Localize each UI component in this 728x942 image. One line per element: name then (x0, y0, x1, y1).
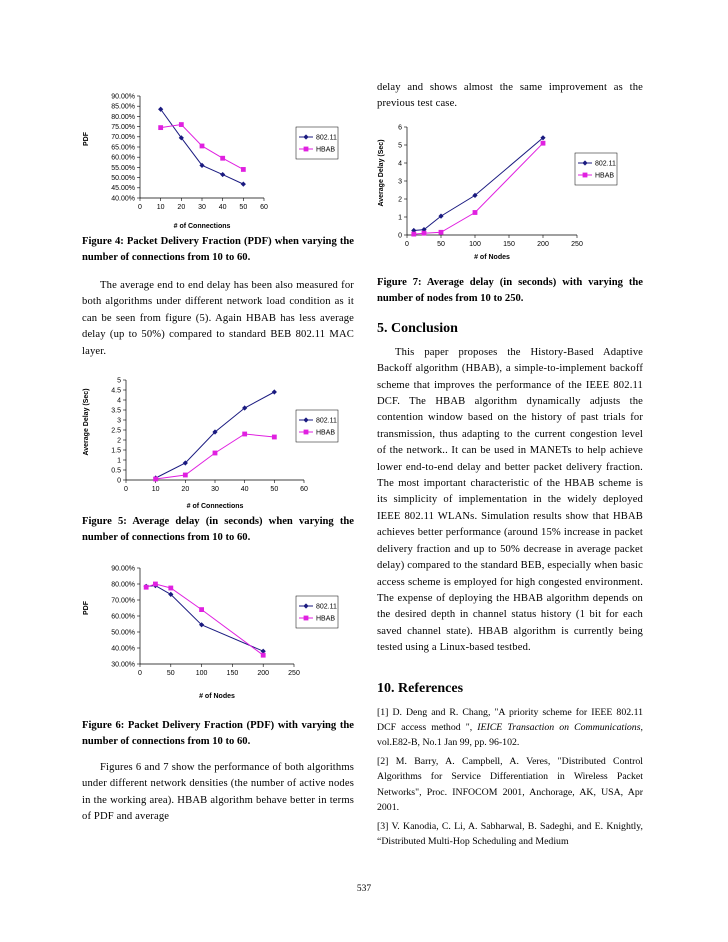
data-point-hbab (261, 653, 266, 658)
data-point-hbab (439, 230, 444, 235)
x-tick-label: 0 (124, 486, 128, 494)
y-tick-label: 30.00% (111, 661, 135, 669)
series-line-hbab (414, 143, 543, 234)
data-point-hbab (213, 451, 218, 456)
x-tick-label: 10 (151, 486, 160, 494)
y-tick-label: 75.00% (111, 124, 135, 131)
x-tick-label: 50 (166, 670, 175, 678)
data-point-80211 (220, 172, 225, 177)
reference-1-details: , vol.E82-B, No.1 Jan 99, pp. 96-102. (377, 721, 643, 748)
data-point-hbab (153, 582, 158, 587)
data-point-hbab (422, 231, 427, 236)
x-tick-label: 150 (503, 240, 515, 248)
y-axis-title: PDF (83, 132, 90, 146)
data-point-hbab (220, 156, 225, 161)
legend-label: 802.11 (316, 417, 337, 425)
reference-2: [2] M. Barry, A. Campbell, A. Veres, "Distributed Control Algorithms for Service Differentiation in Wireless Packet Networks", Proc. INFOCOM 2001, Anchorage, AK, USA, Apr 2001. (377, 756, 643, 813)
y-tick-label: 2.5 (111, 427, 121, 435)
conclusion-heading: 5. Conclusion (377, 320, 458, 336)
data-point-hbab (179, 122, 184, 127)
legend-label: HBAB (595, 172, 615, 180)
data-point-80211 (272, 389, 277, 394)
y-tick-label: 60.00% (111, 613, 135, 621)
x-axis-title: # of Nodes (199, 693, 235, 701)
x-tick-label: 10 (156, 204, 165, 211)
data-point-hbab (200, 144, 205, 149)
data-point-hbab (168, 586, 173, 591)
x-tick-label: 250 (288, 670, 300, 678)
data-point-80211 (241, 182, 246, 187)
series-line-hbab (156, 434, 275, 479)
figure-6-caption: Figure 6: Packet Delivery Fraction (PDF) with varying the number of connections from 10 to 60. (82, 720, 354, 748)
data-point-hbab (242, 432, 247, 437)
legend-label: HBAB (316, 429, 336, 437)
y-tick-label: 85.00% (111, 103, 135, 111)
reference-3: [3] V. Kanodia, C. Li, A. Sabharwal, B. Sadeghi, and E. Knightly, “Distributed Multi-Hop Scheduling and Medium (377, 820, 643, 848)
figure-5-caption: Figure 5: Average delay (in seconds) when varying the number of connections from 10 to 60. (82, 516, 354, 544)
x-tick-label: 50 (239, 204, 248, 211)
y-tick-label: 80.00% (111, 581, 135, 589)
x-tick-label: 100 (195, 670, 208, 678)
data-point-hbab (183, 473, 188, 478)
x-tick-label: 60 (260, 204, 268, 211)
legend-box (575, 153, 617, 185)
legend-label: HBAB (316, 146, 336, 154)
references-heading: 10. References (377, 680, 464, 696)
figure-7-chart (377, 119, 643, 261)
y-tick-label: 90.00% (111, 565, 135, 573)
figure-6-chart (82, 558, 352, 700)
x-tick-label: 20 (177, 204, 186, 211)
x-tick-label: 100 (469, 240, 481, 248)
y-tick-label: 5 (117, 377, 121, 385)
y-tick-label: 1 (398, 214, 402, 222)
data-point-hbab (144, 585, 149, 590)
y-tick-label: 0 (398, 232, 402, 240)
x-tick-label: 50 (270, 486, 279, 494)
body-paragraph-1: The average end to end delay has been also measured for both algorithms under different network load condition as it can be seen from figure (5). Again HBAB has less average delay (up to 50%) compared to standard BEB 802.11 MAC layer. (82, 280, 354, 357)
x-tick-label: 200 (257, 670, 270, 678)
data-point-hbab (473, 210, 478, 215)
series-line-hbab (146, 584, 263, 655)
reference-1-journal: IEICE Transaction on Communications (477, 721, 641, 733)
data-point-hbab (153, 477, 158, 482)
x-tick-label: 30 (211, 486, 219, 494)
x-tick-label: 250 (571, 240, 583, 248)
data-point-hbab (158, 125, 163, 130)
y-tick-label: 3 (117, 417, 121, 425)
y-tick-label: 70.00% (111, 597, 135, 605)
legend-marker (583, 172, 588, 177)
x-tick-label: 40 (240, 486, 249, 494)
y-tick-label: 0.5 (111, 467, 121, 475)
body-paragraph-2: Figures 6 and 7 show the performance of both algorithms under different network densities (the number of active nodes in the working area). HBAB algorithm behave better in terms of PDF and average (82, 762, 354, 823)
x-tick-label: 0 (405, 240, 409, 248)
legend-label: HBAB (316, 615, 336, 623)
y-axis-title: Average Delay (Sec) (83, 388, 90, 456)
legend-box (296, 410, 338, 442)
y-tick-label: 3 (398, 178, 402, 186)
body-paragraph-continued: delay and shows almost the same improvement as the previous test case. (377, 82, 643, 110)
series-line-80211 (146, 586, 263, 652)
y-tick-label: 0 (117, 477, 121, 485)
figure-4-caption: Figure 4: Packet Delivery Fraction (PDF) when varying the number of connections from 10 to 60. (82, 236, 354, 263)
y-tick-label: 60.00% (111, 154, 135, 162)
x-tick-label: 0 (138, 204, 142, 211)
data-point-hbab (541, 141, 546, 146)
legend-label: 802.11 (316, 603, 337, 611)
figure-4-chart (82, 80, 352, 230)
y-tick-label: 1.5 (111, 447, 121, 455)
y-tick-label: 2 (117, 437, 121, 445)
y-tick-label: 3.5 (111, 407, 121, 415)
x-tick-label: 40 (218, 204, 227, 211)
y-tick-label: 2 (398, 196, 402, 204)
legend-label: 802.11 (595, 160, 616, 168)
y-tick-label: 55.00% (111, 164, 135, 172)
y-tick-label: 4.5 (111, 387, 121, 395)
y-tick-label: 1 (117, 457, 121, 465)
x-tick-label: 200 (537, 240, 549, 248)
reference-1 (377, 705, 643, 751)
x-tick-label: 0 (138, 670, 142, 678)
y-tick-label: 6 (398, 124, 402, 132)
reference-1-authors: [1] D. Deng and R. Chang, "A priority scheme for IEEE 802.11 DCF access method ", (377, 706, 643, 733)
references-list (377, 705, 643, 850)
x-axis-title: # of Connections (186, 503, 244, 511)
figure-7-caption: Figure 7: Average delay (in seconds) with varying the number of nodes from 10 to 250. (377, 276, 643, 304)
x-tick-label: 50 (437, 240, 445, 248)
x-tick-label: 20 (181, 486, 190, 494)
x-tick-label: 150 (226, 670, 239, 678)
right-column (377, 80, 643, 853)
data-point-hbab (199, 607, 204, 612)
data-point-hbab (241, 167, 246, 172)
y-tick-label: 5 (398, 142, 402, 150)
legend-box (296, 127, 338, 159)
y-tick-label: 50.00% (111, 175, 135, 182)
y-tick-label: 40.00% (111, 195, 135, 203)
legend-marker (304, 147, 309, 152)
y-tick-label: 80.00% (111, 113, 135, 121)
conclusion-text: This paper proposes the History-Based Adaptive Backoff algorithm (HBAB), a simple-to-implement backoff scheme that improves the performance of the IEEE 802.11 DCF. The HBAB algorithm dynamically adjusts the contention window based on the history of past trials for transmission, thus adapting to the current congestion level of the network.. It can be used in MANETs to help achieve lower end-to-end delay and better packet delivery fraction. The most important characteristic of the HBAB scheme is its simplicity of implementation in the widely deployed IEEE 802.11 WLANs. Simulation results show that HBAB achieves better performance (around 15% increase in packet delivery fraction and up to 50% decrease in average packet delay) compared to the standard BEB, especially when basic access scheme is employed for high congested environment. The expense of deploying the HBAB algorithm depends on the desired depth in channel status history (1 bit for each saved channel state). HBAB algorithm is currently being tested using a Linux-based testbed. (377, 346, 643, 654)
x-axis-title: # of Nodes (474, 253, 510, 261)
y-tick-label: 90.00% (111, 93, 135, 101)
y-tick-label: 65.00% (111, 144, 135, 152)
left-column (82, 80, 354, 826)
figure-5-chart (82, 372, 352, 510)
y-axis-title: Average Delay (Sec) (378, 139, 385, 207)
y-tick-label: 70.00% (111, 134, 135, 142)
y-tick-label: 40.00% (111, 645, 135, 653)
legend-marker (304, 430, 309, 435)
y-tick-label: 45.00% (111, 185, 135, 193)
series-line-80211 (414, 138, 543, 231)
page-number: 537 (356, 884, 372, 894)
y-tick-label: 4 (398, 160, 402, 168)
y-tick-label: 4 (117, 397, 121, 405)
x-tick-label: 60 (300, 486, 308, 494)
legend-box (296, 596, 338, 628)
x-axis-title: # of Connections (173, 223, 231, 230)
data-point-hbab (411, 232, 416, 237)
y-tick-label: 50.00% (111, 629, 135, 637)
x-tick-label: 30 (198, 204, 206, 211)
data-point-hbab (272, 435, 277, 440)
legend-label: 802.11 (316, 134, 337, 142)
legend-marker (304, 616, 309, 621)
y-axis-title: PDF (83, 601, 90, 616)
